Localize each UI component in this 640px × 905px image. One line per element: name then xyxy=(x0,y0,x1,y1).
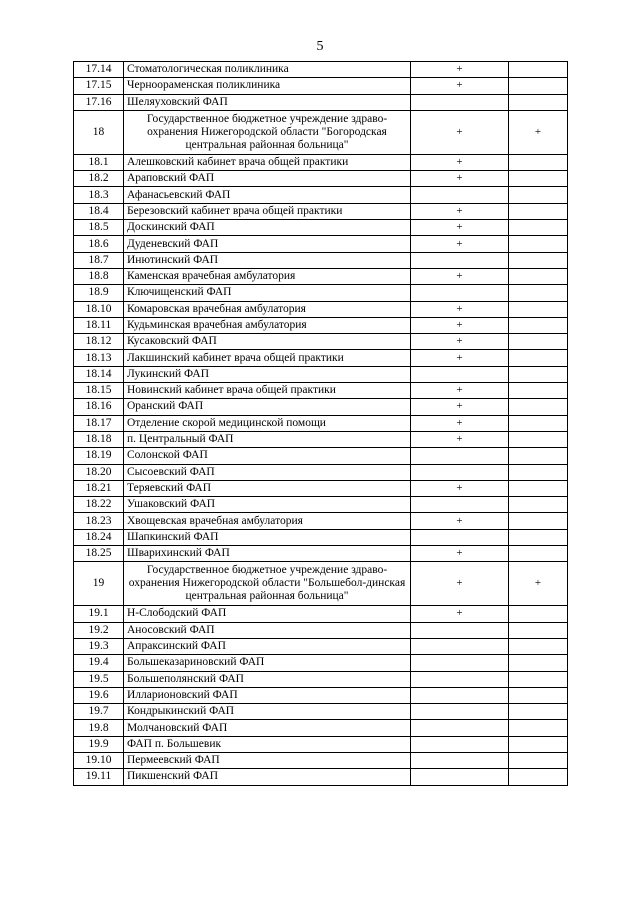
table-row xyxy=(74,448,568,464)
row-mark-cell-3: + xyxy=(411,236,509,252)
row-mark-cell-4 xyxy=(509,268,568,284)
table-row xyxy=(74,704,568,720)
table-row xyxy=(74,78,568,94)
row-name-cell: Дуденевский ФАП xyxy=(124,236,411,252)
row-mark-cell-3: + xyxy=(411,171,509,187)
row-mark-cell-4 xyxy=(509,769,568,785)
row-name-cell: Пермеевский ФАП xyxy=(124,752,411,768)
row-name-cell: Государственное бюджетное учреждение здраво-охранения Нижегородской области "Большебол-динская центральная районная больница" xyxy=(124,562,411,606)
table-row xyxy=(74,752,568,768)
table-row xyxy=(74,171,568,187)
table-row xyxy=(74,562,568,606)
row-number-cell: 17.14 xyxy=(74,62,124,78)
row-mark-cell-4 xyxy=(509,480,568,496)
row-name-cell: Большеполянский ФАП xyxy=(124,671,411,687)
row-name-cell: Комаровская врачебная амбулатория xyxy=(124,301,411,317)
row-mark-cell-3 xyxy=(411,529,509,545)
row-name-cell: Лукинский ФАП xyxy=(124,366,411,382)
row-number-cell: 19.11 xyxy=(74,769,124,785)
row-mark-cell-3: + xyxy=(411,546,509,562)
table-row xyxy=(74,464,568,480)
table-row xyxy=(74,769,568,785)
row-mark-cell-3 xyxy=(411,655,509,671)
row-number-cell: 18.10 xyxy=(74,301,124,317)
table-row xyxy=(74,497,568,513)
row-name-cell: Солонской ФАП xyxy=(124,448,411,464)
row-number-cell: 19.2 xyxy=(74,622,124,638)
table-row xyxy=(74,268,568,284)
table-row xyxy=(74,546,568,562)
row-mark-cell-4 xyxy=(509,752,568,768)
row-number-cell: 18.23 xyxy=(74,513,124,529)
row-mark-cell-3 xyxy=(411,704,509,720)
row-mark-cell-3: + xyxy=(411,431,509,447)
row-mark-cell-4 xyxy=(509,236,568,252)
row-name-cell: Отделение скорой медицинской помощи xyxy=(124,415,411,431)
row-mark-cell-4 xyxy=(509,464,568,480)
table-row xyxy=(74,154,568,170)
row-mark-cell-4 xyxy=(509,171,568,187)
row-mark-cell-3 xyxy=(411,464,509,480)
row-number-cell: 18.9 xyxy=(74,285,124,301)
row-mark-cell-4 xyxy=(509,350,568,366)
row-mark-cell-4 xyxy=(509,638,568,654)
row-number-cell: 18.3 xyxy=(74,187,124,203)
table-row xyxy=(74,736,568,752)
row-mark-cell-4 xyxy=(509,606,568,622)
row-name-cell: Кусаковский ФАП xyxy=(124,334,411,350)
row-mark-cell-4 xyxy=(509,154,568,170)
row-number-cell: 19.1 xyxy=(74,606,124,622)
row-mark-cell-3 xyxy=(411,252,509,268)
row-mark-cell-4 xyxy=(509,220,568,236)
row-number-cell: 18.7 xyxy=(74,252,124,268)
row-mark-cell-3 xyxy=(411,736,509,752)
row-mark-cell-4 xyxy=(509,513,568,529)
row-mark-cell-4: + xyxy=(509,562,568,606)
row-mark-cell-3: + xyxy=(411,110,509,154)
table-row xyxy=(74,513,568,529)
row-number-cell: 18 xyxy=(74,110,124,154)
table-row xyxy=(74,415,568,431)
table-body xyxy=(74,62,568,786)
row-name-cell: Шеляуховский ФАП xyxy=(124,94,411,110)
table-row xyxy=(74,236,568,252)
row-name-cell: Шапкинский ФАП xyxy=(124,529,411,545)
row-mark-cell-4 xyxy=(509,431,568,447)
row-number-cell: 18.4 xyxy=(74,203,124,219)
row-mark-cell-4 xyxy=(509,334,568,350)
table-row xyxy=(74,317,568,333)
row-name-cell: Молчановский ФАП xyxy=(124,720,411,736)
row-mark-cell-3 xyxy=(411,497,509,513)
row-mark-cell-4 xyxy=(509,187,568,203)
row-mark-cell-4 xyxy=(509,94,568,110)
row-name-cell: Лакшинский кабинет врача общей практики xyxy=(124,350,411,366)
row-mark-cell-3: + xyxy=(411,480,509,496)
table-row xyxy=(74,350,568,366)
row-mark-cell-4 xyxy=(509,736,568,752)
row-number-cell: 18.25 xyxy=(74,546,124,562)
row-number-cell: 18.6 xyxy=(74,236,124,252)
row-mark-cell-4 xyxy=(509,203,568,219)
row-number-cell: 17.16 xyxy=(74,94,124,110)
row-number-cell: 19.10 xyxy=(74,752,124,768)
row-mark-cell-3: + xyxy=(411,268,509,284)
row-number-cell: 17.15 xyxy=(74,78,124,94)
row-mark-cell-3: + xyxy=(411,606,509,622)
row-mark-cell-3: + xyxy=(411,62,509,78)
row-number-cell: 18.20 xyxy=(74,464,124,480)
table-row xyxy=(74,285,568,301)
table-row xyxy=(74,529,568,545)
row-mark-cell-4 xyxy=(509,383,568,399)
row-mark-cell-4 xyxy=(509,252,568,268)
row-number-cell: 18.21 xyxy=(74,480,124,496)
row-mark-cell-3 xyxy=(411,622,509,638)
row-name-cell: Аносовский ФАП xyxy=(124,622,411,638)
row-mark-cell-3: + xyxy=(411,203,509,219)
table-row xyxy=(74,110,568,154)
row-mark-cell-4 xyxy=(509,399,568,415)
row-name-cell: Государственное бюджетное учреждение здраво-охранения Нижегородской области "Богородская центральная районная больница" xyxy=(124,110,411,154)
row-mark-cell-3 xyxy=(411,687,509,703)
row-name-cell: Большеказариновский ФАП xyxy=(124,655,411,671)
row-name-cell: п. Центральный ФАП xyxy=(124,431,411,447)
row-name-cell: Афанасьевский ФАП xyxy=(124,187,411,203)
table-row xyxy=(74,606,568,622)
row-mark-cell-3: + xyxy=(411,350,509,366)
row-number-cell: 18.5 xyxy=(74,220,124,236)
row-mark-cell-3 xyxy=(411,448,509,464)
row-mark-cell-4 xyxy=(509,448,568,464)
row-mark-cell-3: + xyxy=(411,78,509,94)
row-number-cell: 19 xyxy=(74,562,124,606)
row-number-cell: 18.12 xyxy=(74,334,124,350)
row-mark-cell-3: + xyxy=(411,334,509,350)
table-row xyxy=(74,94,568,110)
row-number-cell: 18.16 xyxy=(74,399,124,415)
row-number-cell: 19.9 xyxy=(74,736,124,752)
row-mark-cell-4 xyxy=(509,687,568,703)
table-row xyxy=(74,638,568,654)
row-name-cell: Ушаковский ФАП xyxy=(124,497,411,513)
row-name-cell: Хвощевская врачебная амбулатория xyxy=(124,513,411,529)
row-mark-cell-4 xyxy=(509,529,568,545)
table-row xyxy=(74,220,568,236)
row-mark-cell-3: + xyxy=(411,399,509,415)
row-number-cell: 19.4 xyxy=(74,655,124,671)
row-mark-cell-3 xyxy=(411,366,509,382)
table-row xyxy=(74,252,568,268)
row-name-cell: Оранский ФАП xyxy=(124,399,411,415)
table-row xyxy=(74,399,568,415)
table-row xyxy=(74,431,568,447)
row-number-cell: 19.5 xyxy=(74,671,124,687)
organizations-table xyxy=(73,61,568,786)
row-mark-cell-3 xyxy=(411,94,509,110)
row-mark-cell-3 xyxy=(411,671,509,687)
row-mark-cell-3 xyxy=(411,638,509,654)
row-name-cell: Кудьминская врачебная амбулатория xyxy=(124,317,411,333)
row-name-cell: Новинский кабинет врача общей практики xyxy=(124,383,411,399)
table-row xyxy=(74,301,568,317)
table-row xyxy=(74,203,568,219)
row-mark-cell-4 xyxy=(509,415,568,431)
row-name-cell: Доскинский ФАП xyxy=(124,220,411,236)
row-mark-cell-4 xyxy=(509,546,568,562)
row-mark-cell-3 xyxy=(411,720,509,736)
table-row xyxy=(74,334,568,350)
row-name-cell: Черноораменская поликлиника xyxy=(124,78,411,94)
row-number-cell: 18.2 xyxy=(74,171,124,187)
row-name-cell: Инютинский ФАП xyxy=(124,252,411,268)
row-mark-cell-4 xyxy=(509,301,568,317)
row-mark-cell-4 xyxy=(509,671,568,687)
row-mark-cell-4 xyxy=(509,622,568,638)
row-name-cell: Шварихинский ФАП xyxy=(124,546,411,562)
row-number-cell: 18.22 xyxy=(74,497,124,513)
row-number-cell: 18.19 xyxy=(74,448,124,464)
row-number-cell: 18.24 xyxy=(74,529,124,545)
row-number-cell: 19.7 xyxy=(74,704,124,720)
row-number-cell: 18.18 xyxy=(74,431,124,447)
table-row xyxy=(74,655,568,671)
row-number-cell: 19.3 xyxy=(74,638,124,654)
page-number: 5 xyxy=(316,39,324,54)
row-mark-cell-4 xyxy=(509,655,568,671)
row-mark-cell-4 xyxy=(509,704,568,720)
row-mark-cell-3: + xyxy=(411,154,509,170)
row-name-cell: Стоматологическая поликлиника xyxy=(124,62,411,78)
table-row xyxy=(74,383,568,399)
table-row xyxy=(74,720,568,736)
row-mark-cell-3: + xyxy=(411,301,509,317)
table-row xyxy=(74,480,568,496)
row-name-cell: Теряевский ФАП xyxy=(124,480,411,496)
row-name-cell: Алешковский кабинет врача общей практики xyxy=(124,154,411,170)
row-number-cell: 18.8 xyxy=(74,268,124,284)
row-number-cell: 18.11 xyxy=(74,317,124,333)
row-name-cell: ФАП п. Большевик xyxy=(124,736,411,752)
row-mark-cell-4 xyxy=(509,497,568,513)
row-mark-cell-3: + xyxy=(411,317,509,333)
row-mark-cell-4 xyxy=(509,78,568,94)
row-mark-cell-3 xyxy=(411,752,509,768)
row-mark-cell-4 xyxy=(509,720,568,736)
row-mark-cell-3: + xyxy=(411,220,509,236)
row-mark-cell-4 xyxy=(509,366,568,382)
row-mark-cell-3 xyxy=(411,769,509,785)
row-number-cell: 19.6 xyxy=(74,687,124,703)
row-name-cell: Каменская врачебная амбулатория xyxy=(124,268,411,284)
row-mark-cell-3: + xyxy=(411,513,509,529)
row-number-cell: 18.15 xyxy=(74,383,124,399)
row-number-cell: 18.14 xyxy=(74,366,124,382)
row-name-cell: Кондрыкинский ФАП xyxy=(124,704,411,720)
table-row xyxy=(74,187,568,203)
table-row xyxy=(74,366,568,382)
row-name-cell: Илларионовский ФАП xyxy=(124,687,411,703)
row-mark-cell-4 xyxy=(509,285,568,301)
row-name-cell: Н-Слободский ФАП xyxy=(124,606,411,622)
row-name-cell: Араповский ФАП xyxy=(124,171,411,187)
row-name-cell: Пикшенский ФАП xyxy=(124,769,411,785)
row-number-cell: 18.13 xyxy=(74,350,124,366)
row-name-cell: Сысоевский ФАП xyxy=(124,464,411,480)
row-mark-cell-4 xyxy=(509,317,568,333)
row-number-cell: 19.8 xyxy=(74,720,124,736)
row-mark-cell-4 xyxy=(509,62,568,78)
row-mark-cell-4: + xyxy=(509,110,568,154)
row-number-cell: 18.1 xyxy=(74,154,124,170)
row-name-cell: Березовский кабинет врача общей практики xyxy=(124,203,411,219)
row-mark-cell-3: + xyxy=(411,415,509,431)
table-row xyxy=(74,687,568,703)
table-row xyxy=(74,622,568,638)
row-mark-cell-3: + xyxy=(411,562,509,606)
row-name-cell: Апраксинский ФАП xyxy=(124,638,411,654)
table-row xyxy=(74,671,568,687)
row-name-cell: Ключищенский ФАП xyxy=(124,285,411,301)
row-number-cell: 18.17 xyxy=(74,415,124,431)
row-mark-cell-3 xyxy=(411,187,509,203)
row-mark-cell-3: + xyxy=(411,383,509,399)
row-mark-cell-3 xyxy=(411,285,509,301)
table-row xyxy=(74,62,568,78)
